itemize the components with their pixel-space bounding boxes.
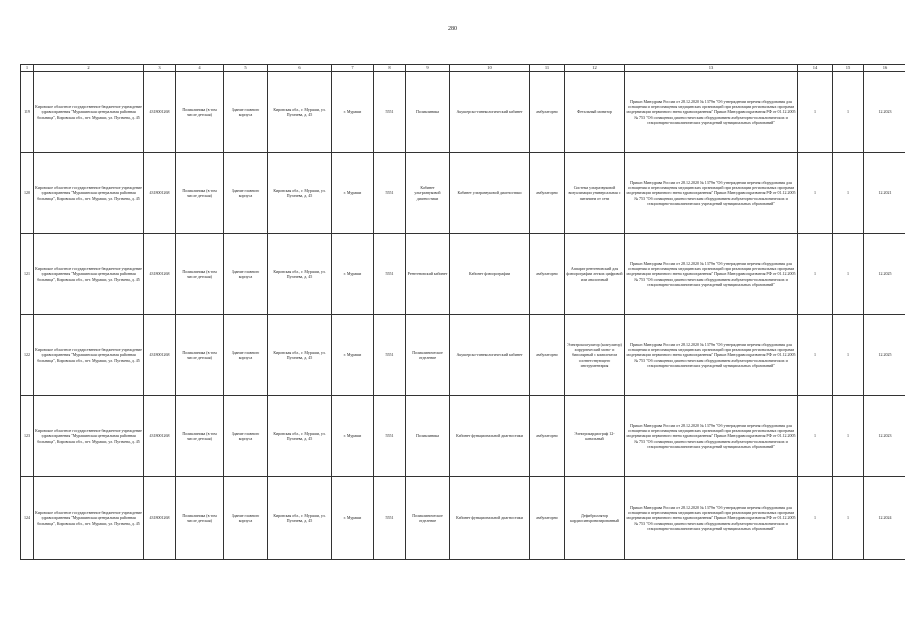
- header-cell: 3: [144, 65, 176, 72]
- inn-cell: 4318001268: [144, 234, 176, 315]
- building-cell: Здание главного корпуса: [224, 153, 268, 234]
- building-cell: Здание главного корпуса: [224, 234, 268, 315]
- header-cell: 8: [374, 65, 406, 72]
- city-cell: г. Мураши: [332, 153, 374, 234]
- table-row: [21, 477, 905, 560]
- room-cell: Кабинет функциональной диагностики: [450, 396, 530, 477]
- date-cell: 12.2023: [864, 396, 905, 477]
- quantity-cell: 1: [833, 72, 864, 153]
- code-cell: 5551: [374, 72, 406, 153]
- room-cell: Кабинет флюорографии: [450, 234, 530, 315]
- unit-cell: Поликлиника (в том числе детская): [176, 234, 224, 315]
- equipment-cell: Система ультразвуковой визуализации универсальная с питанием от сети: [565, 153, 625, 234]
- header-cell: 12: [565, 65, 625, 72]
- date-cell: 12.2025: [864, 315, 905, 396]
- care-type-cell: амбулаторно: [530, 396, 565, 477]
- city-cell: г. Мураши: [332, 477, 374, 560]
- building-cell: Здание главного корпуса: [224, 396, 268, 477]
- quantity-cell: 1: [798, 315, 833, 396]
- equipment-cell: Электрокоагулятор (коагулятор) хирургический моно- и биполярный с комплектом соответствующего инструментария: [565, 315, 625, 396]
- organization-cell: Кировское областное государственное бюджетное учреждение здравоохранения "Мурашинская центральная районная больница", Кировская обл., пгт. Мураши, ул. Пугачева, д. 45: [34, 477, 144, 560]
- quantity-cell: 1: [798, 153, 833, 234]
- building-cell: Здание главного корпуса: [224, 315, 268, 396]
- code-cell: 5551: [374, 234, 406, 315]
- header-cell: 1: [21, 65, 34, 72]
- quantity-cell: 1: [798, 234, 833, 315]
- address-cell: Кировская обл., г. Мураши, ул. Пугачева, д. 45: [268, 234, 332, 315]
- header-cell: 5: [224, 65, 268, 72]
- header-cell: 16: [864, 65, 905, 72]
- quantity-cell: 1: [833, 234, 864, 315]
- table-row: [21, 315, 905, 396]
- address-cell: Кировская обл., г. Мураши, ул. Пугачева, д. 45: [268, 477, 332, 560]
- inn-cell: 4318001268: [144, 153, 176, 234]
- building-cell: Здание главного корпуса: [224, 477, 268, 560]
- table-row: [21, 153, 905, 234]
- care-type-cell: амбулаторно: [530, 72, 565, 153]
- code-cell: 5551: [374, 396, 406, 477]
- date-cell: 12.2023: [864, 72, 905, 153]
- unit-cell: Поликлиника (в том числе детская): [176, 396, 224, 477]
- building-cell: Здание главного корпуса: [224, 72, 268, 153]
- row-index-cell: 120: [21, 153, 34, 234]
- care-type-cell: амбулаторно: [530, 153, 565, 234]
- header-cell: 9: [406, 65, 450, 72]
- address-cell: Кировская обл., г. Мураши, ул. Пугачева, д. 45: [268, 153, 332, 234]
- department-cell: Кабинет ультразвуковой диагностики: [406, 153, 450, 234]
- equipment-cell: Фетальный монитор: [565, 72, 625, 153]
- header-cell: 6: [268, 65, 332, 72]
- department-cell: Рентгеновский кабинет: [406, 234, 450, 315]
- organization-cell: Кировское областное государственное бюджетное учреждение здравоохранения "Мурашинская центральная районная больница", Кировская обл., пгт. Мураши, ул. Пугачева, д. 45: [34, 396, 144, 477]
- room-cell: Акушерско-гинекологический кабинет: [450, 72, 530, 153]
- order-cell: Приказ Минздрава России от 28.12.2020 № 1379н "Об утверждении перечня оборудования для оснащения и переоснащения медицинских организаций при реализации региональных программ модернизации первичного звена здравоохранения" Приказ Минздравсоцразвития РФ от 01.12.2005 № 753 "Об оснащении диагностическим оборудованием амбулаторно-поликлинических и стационарно-поликлинических учреждений муниципальных образований": [625, 315, 798, 396]
- row-index-cell: 119: [21, 72, 34, 153]
- department-cell: Поликлиническое отделение: [406, 477, 450, 560]
- department-cell: Поликлиника: [406, 396, 450, 477]
- room-cell: Акушерско-гинекологический кабинет: [450, 315, 530, 396]
- care-type-cell: амбулаторно: [530, 477, 565, 560]
- city-cell: г. Мураши: [332, 72, 374, 153]
- header-cell: 10: [450, 65, 530, 72]
- page-number: 280: [448, 26, 457, 32]
- header-cell: 4: [176, 65, 224, 72]
- department-cell: Поликлиническое отделение: [406, 315, 450, 396]
- care-type-cell: амбулаторно: [530, 234, 565, 315]
- order-cell: Приказ Минздрава России от 28.12.2020 № 1379н "Об утверждении перечня оборудования для оснащения и переоснащения медицинских организаций при реализации региональных программ модернизации первичного звена здравоохранения" Приказ Минздравсоцразвития РФ от 01.12.2005 № 753 "Об оснащении диагностическим оборудованием амбулаторно-поликлинических и стационарно-поликлинических учреждений муниципальных образований": [625, 234, 798, 315]
- quantity-cell: 1: [798, 72, 833, 153]
- unit-cell: Поликлиника (в том числе детская): [176, 72, 224, 153]
- table-row: [21, 72, 905, 153]
- header-cell: 15: [833, 65, 864, 72]
- order-cell: Приказ Минздрава России от 28.12.2020 № 1379н "Об утверждении перечня оборудования для оснащения и переоснащения медицинских организаций при реализации региональных программ модернизации первичного звена здравоохранения" Приказ Минздравсоцразвития РФ от 01.12.2005 № 753 "Об оснащении диагностическим оборудованием амбулаторно-поликлинических и стационарно-поликлинических учреждений муниципальных образований": [625, 477, 798, 560]
- equipment-cell: Дефибриллятор кардиосинхронизированный: [565, 477, 625, 560]
- address-cell: Кировская обл., г. Мураши, ул. Пугачева, д. 45: [268, 315, 332, 396]
- quantity-cell: 1: [833, 396, 864, 477]
- header-row: [21, 65, 905, 72]
- address-cell: Кировская обл., г. Мураши, ул. Пугачева, д. 45: [268, 72, 332, 153]
- row-index-cell: 122: [21, 315, 34, 396]
- code-cell: 5551: [374, 153, 406, 234]
- quantity-cell: 1: [798, 396, 833, 477]
- row-index-cell: 121: [21, 234, 34, 315]
- row-index-cell: 123: [21, 396, 34, 477]
- inn-cell: 4318001268: [144, 72, 176, 153]
- quantity-cell: 1: [833, 315, 864, 396]
- unit-cell: Поликлиника (в том числе детская): [176, 153, 224, 234]
- room-cell: Кабинет функциональной диагностики: [450, 477, 530, 560]
- code-cell: 5551: [374, 477, 406, 560]
- quantity-cell: 1: [833, 477, 864, 560]
- header-cell: 11: [530, 65, 565, 72]
- quantity-cell: 1: [833, 153, 864, 234]
- date-cell: 12.2021: [864, 153, 905, 234]
- organization-cell: Кировское областное государственное бюджетное учреждение здравоохранения "Мурашинская центральная районная больница", Кировская обл., пгт. Мураши, ул. Пугачева, д. 45: [34, 315, 144, 396]
- equipment-cell: Аппарат рентгеновский для флюорографии легких цифровой или аналоговый: [565, 234, 625, 315]
- header-cell: 13: [625, 65, 798, 72]
- header-cell: 14: [798, 65, 833, 72]
- inn-cell: 4318001268: [144, 315, 176, 396]
- organization-cell: Кировское областное государственное бюджетное учреждение здравоохранения "Мурашинская центральная районная больница", Кировская обл., пгт. Мураши, ул. Пугачева, д. 45: [34, 234, 144, 315]
- city-cell: г. Мураши: [332, 396, 374, 477]
- inn-cell: 4318001268: [144, 396, 176, 477]
- equipment-cell: Электрокардиограф 12-канальный: [565, 396, 625, 477]
- date-cell: 12.2025: [864, 234, 905, 315]
- organization-cell: Кировское областное государственное бюджетное учреждение здравоохранения "Мурашинская центральная районная больница", Кировская обл., пгт. Мураши, ул. Пугачева, д. 45: [34, 153, 144, 234]
- unit-cell: Поликлиника (в том числе детская): [176, 315, 224, 396]
- code-cell: 5551: [374, 315, 406, 396]
- table-row: [21, 396, 905, 477]
- city-cell: г. Мураши: [332, 315, 374, 396]
- city-cell: г. Мураши: [332, 234, 374, 315]
- table-row: [21, 234, 905, 315]
- address-cell: Кировская обл., г. Мураши, ул. Пугачева, д. 45: [268, 396, 332, 477]
- quantity-cell: 1: [798, 477, 833, 560]
- header-cell: 7: [332, 65, 374, 72]
- order-cell: Приказ Минздрава России от 28.12.2020 № 1379н "Об утверждении перечня оборудования для оснащения и переоснащения медицинских организаций при реализации региональных программ модернизации первичного звена здравоохранения" Приказ Минздравсоцразвития РФ от 01.12.2005 № 753 "Об оснащении диагностическим оборудованием амбулаторно-поликлинических и стационарно-поликлинических учреждений муниципальных образований": [625, 153, 798, 234]
- organization-cell: Кировское областное государственное бюджетное учреждение здравоохранения "Мурашинская центральная районная больница", Кировская обл., пгт. Мураши, ул. Пугачева, д. 45: [34, 72, 144, 153]
- equipment-register-table: [20, 64, 905, 560]
- room-cell: Кабинет ультразвуковой диагностики: [450, 153, 530, 234]
- inn-cell: 4318001268: [144, 477, 176, 560]
- department-cell: Поликлиника: [406, 72, 450, 153]
- date-cell: 12.2024: [864, 477, 905, 560]
- header-cell: 2: [34, 65, 144, 72]
- unit-cell: Поликлиника (в том числе детская): [176, 477, 224, 560]
- order-cell: Приказ Минздрава России от 28.12.2020 № 1379н "Об утверждении перечня оборудования для оснащения и переоснащения медицинских организаций при реализации региональных программ модернизации первичного звена здравоохранения" Приказ Минздравсоцразвития РФ от 01.12.2005 № 753 "Об оснащении диагностическим оборудованием амбулаторно-поликлинических и стационарно-поликлинических учреждений муниципальных образований": [625, 72, 798, 153]
- care-type-cell: амбулаторно: [530, 315, 565, 396]
- order-cell: Приказ Минздрава России от 28.12.2020 № 1379н "Об утверждении перечня оборудования для оснащения и переоснащения медицинских организаций при реализации региональных программ модернизации первичного звена здравоохранения" Приказ Минздравсоцразвития РФ от 01.12.2005 № 753 "Об оснащении диагностическим оборудованием амбулаторно-поликлинических и стационарно-поликлинических учреждений муниципальных образований": [625, 396, 798, 477]
- row-index-cell: 124: [21, 477, 34, 560]
